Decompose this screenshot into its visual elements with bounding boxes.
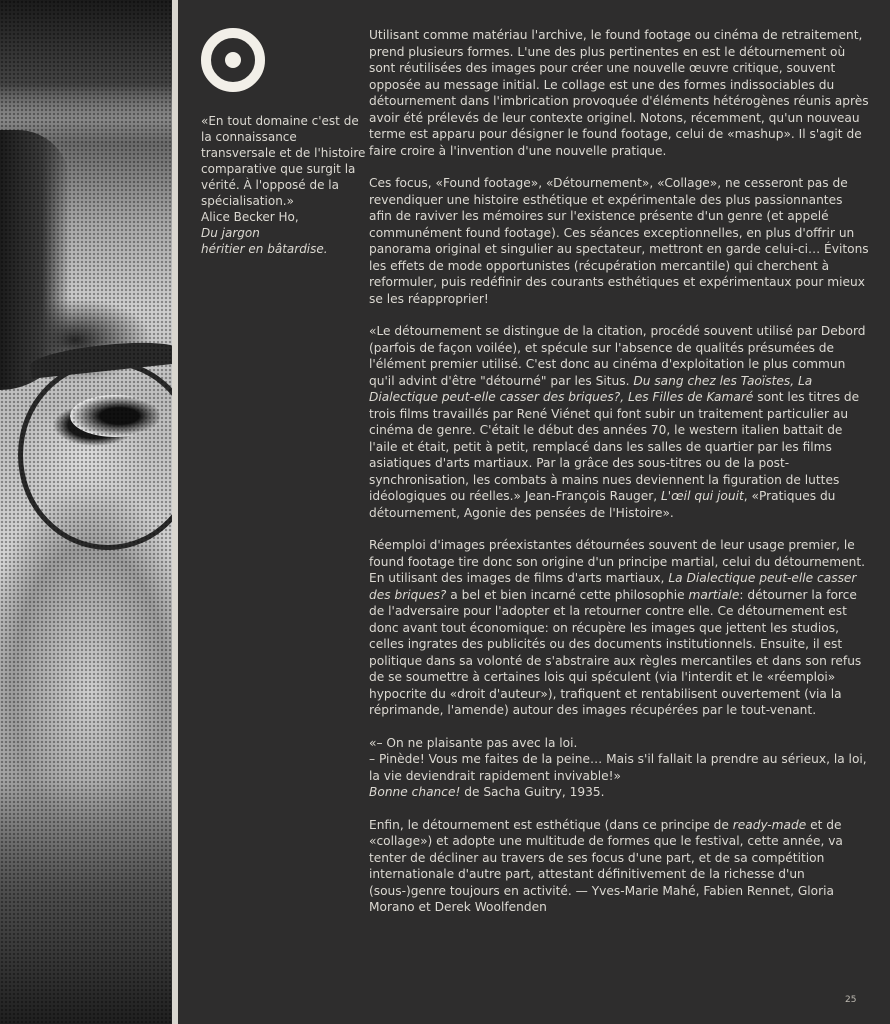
paragraph-4: Réemploi d'images préexistantes détournées souvent de leur usage premier, le found footage tire donc son origine d'un principe martial, celui du détournement. En utilisant des images de films d'arts martiaux, La Dialectique peut-elle casser des briques? a bel et bien incarné cette philosophie martiale: détourner la force de l'adversaire pour l'adopter et la retourner contre elle. Ce détournement est donc avant tout économique: on récupère les images que jettent les studios, celles ingrates des publicités ou des documents institutionnels. Ensuite, il est politique dans sa volonté de s'abstraire aux règles mercantiles et dans son refus de se soumettre à certaines lois qui spéculent (via l'interdit et le «réemploi» hypocrite du «droit d'auteur»), trafiquent et rentabilisent ouvertement (via la réprimande, l'amende) autour des images récupérées par le tout-venant.	[369, 538, 866, 717]
page-number: 25	[845, 995, 857, 1005]
epigraph-source-1: Du jargon	[201, 226, 260, 240]
page-divider	[172, 0, 178, 1024]
epigraph-text: «En tout domaine c'est de la connaissance transversale et de l'histoire comparative que surgit la vérité. À l'opposé de la spécialisation.»	[201, 114, 366, 208]
guitry-quote	[369, 735, 869, 801]
paragraph-1: Utilisant comme matériau l'archive, le found footage ou cinéma de retraitement, prend plusieurs formes. L'une des plus pertinentes en est le détournement où sont réutilisées des images pour créer une nouvelle œuvre critique, souvent opposée au message initial. Le collage est une des formes indissociables du détournement dans l'imbrication provoquée d'éléments hétérogènes réunis après avoir été prélevés de leur contexte originel. Notons, récemment, qu'un nouveau terme est apparu pour désigner le found footage, celui de «mashup». Il s'agit de faire croire à l'invention d'une nouvelle pratique.	[369, 28, 869, 158]
main-text	[369, 27, 869, 932]
photo-shadow	[0, 130, 70, 390]
quote-credit: de Sacha Guitry, 1935.	[460, 785, 605, 799]
photo-eye	[70, 395, 160, 437]
portrait-photo	[0, 0, 176, 1024]
quote-title: Bonne chance!	[369, 785, 461, 799]
paragraph-2: Ces focus, «Found footage», «Détournement», «Collage», ne cesseront pas de revendiquer une histoire esthétique et expérimentale des plus passionnantes afin de raviver les mémoires sur l'existence présente d'un genre (et appelé communément found footage). Ces séances exceptionnelles, en plus d'offrir un panorama original et singulier au spectateur, mettront en garde celui-ci… Évitons les effets de mode opportunistes (récupération mercantile) qui cherchent à reformuler, puis redéfinir des courants esthétiques et expérimentaux pour mieux se les réapproprier!	[369, 176, 869, 306]
photo-glasses	[18, 360, 176, 550]
quote-line-1: «– On ne plaisante pas avec la loi.	[369, 735, 578, 750]
paragraph-6: Enfin, le détournement est esthétique (dans ce principe de ready-made et de «collage») et adopte une multitude de formes que le festival, cette année, va tenter de décliner au travers de ses focus d'une part, et de sa compétition internationale d'autre part, attestant définitivement de la richesse d'un (sous-)genre toujours en activité. — Yves-Marie Mahé, Fabien Rennet, Gloria Morano et Derek Woolfenden	[369, 817, 843, 914]
photo-lower-shadow	[0, 780, 176, 1024]
quote-line-2: – Pinède! Vous me faites de la peine… Mais s'il fallait la prendre au sérieux, la loi, la vie deviendrait rapidement invivable!»	[369, 752, 867, 783]
photo-hair	[0, 0, 176, 120]
sidebar-quote	[201, 113, 371, 257]
target-icon	[200, 27, 266, 93]
photo-brow	[29, 337, 176, 379]
epigraph-source-2: héritier en bâtardise.	[201, 242, 328, 256]
paragraph-3: «Le détournement se distingue de la citation, procédé souvent utilisé par Debord (parfois de façon voilée), et spécule sur l'absence de qualités présumées de l'élément premier utilisé. C'est donc au cinéma d'exploitation le plus commun qu'il advint d'être "détourné" par les Situs. Du sang chez les Taoïstes, La Dialectique peut-elle casser des briques?, Les Filles de Kamaré sont les titres de trois films travaillés par René Viénet qui font subir un traitement particulier au cinéma de genre. C'était le début des années 70, le western italien battait de l'aile et était, petit à petit, remplacé dans les salles de quartier par les films asiatiques d'arts martiaux. Par la grâce des sous-titres ou de la post-synchronisation, les combats à mains nues deviennent la figuration de luttes idéologiques ou réelles.» Jean-François Rauger, L'œil qui jouit, «Pratiques du détournement, Agonie des pensées de l'Histoire».	[369, 324, 866, 520]
epigraph-author: Alice Becker Ho,	[201, 210, 299, 224]
